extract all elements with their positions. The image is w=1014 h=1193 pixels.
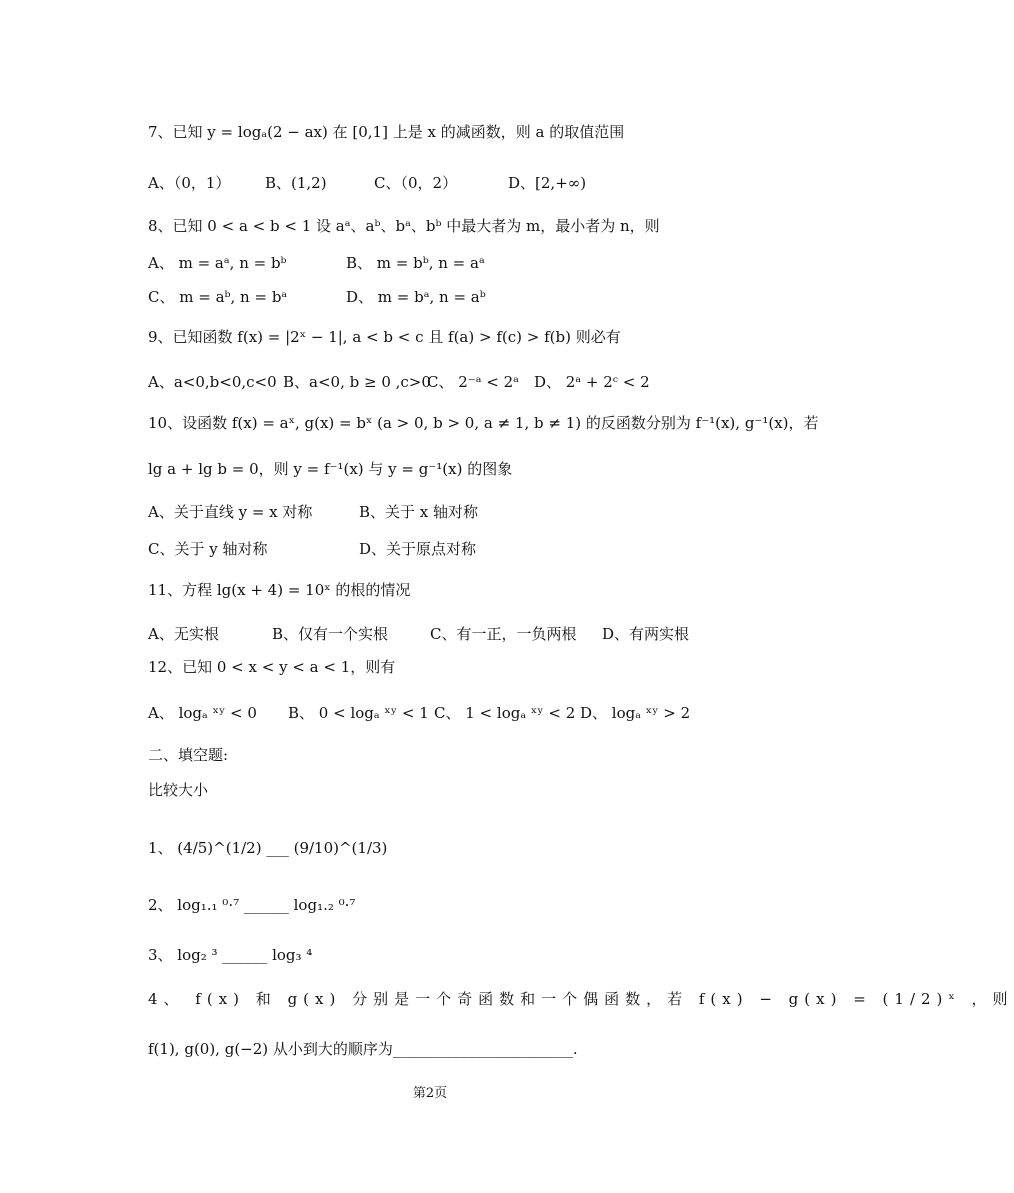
question-9-option-d: D、 2ᵃ + 2ᶜ < 2 [534, 373, 650, 391]
question-12-option-d: D、 logₐ ˣʸ > 2 [580, 704, 691, 722]
question-12-option-c: C、 1 < logₐ ˣʸ < 2 [434, 704, 576, 722]
question-7-stem: 7、已知 y = logₐ(2 − ax) 在 [0,1] 上是 x 的减函数，则 a 的取值范围 [148, 123, 625, 141]
question-8-option-c: C、 m = aᵇ, n = bᵃ [148, 288, 288, 306]
question-10-option-a: A、关于直线 y = x 对称 [148, 503, 313, 521]
question-9-option-a: A、a<0,b<0,c<0 [148, 373, 277, 391]
question-11-option-b: B、仅有一个实根 [272, 625, 389, 643]
question-10-stem-line2: lg a + lg b = 0，则 y = f⁻¹(x) 与 y = g⁻¹(x) 的图象 [148, 460, 513, 478]
question-11-option-c: C、有一正，一负两根 [430, 625, 577, 643]
section-2-heading: 二、填空题: [148, 746, 229, 764]
question-7-option-a: A、（0，1） [148, 174, 231, 192]
question-9-option-c: C、 2⁻ᵃ < 2ᵃ [427, 373, 519, 391]
fill-blank-1: 1、 (4/5)^(1/2) ___ (9/10)^(1/3) [148, 839, 388, 857]
question-12-option-b: B、 0 < logₐ ˣʸ < 1 [288, 704, 429, 722]
question-11-option-a: A、无实根 [148, 625, 219, 643]
question-8-stem: 8、已知 0 < a < b < 1 设 aᵃ、aᵇ、bᵃ、bᵇ 中最大者为 m，最小者为 n，则 [148, 217, 660, 235]
question-9-stem: 9、已知函数 f(x) = |2ˣ − 1|, a < b < c 且 f(a) > f(c) > f(b) 则必有 [148, 328, 621, 346]
section-2-subheading: 比较大小 [148, 781, 209, 799]
question-8-option-d: D、 m = bᵃ, n = aᵇ [346, 288, 486, 306]
question-10-option-c: C、关于 y 轴对称 [148, 540, 268, 558]
fill-blank-2: 2、 log₁.₁ ⁰·⁷ ______ log₁.₂ ⁰·⁷ [148, 896, 356, 914]
question-12-option-a: A、 logₐ ˣʸ < 0 [148, 704, 257, 722]
question-7-option-d: D、[2,+∞) [508, 174, 587, 192]
question-8-option-a: A、 m = aᵃ, n = bᵇ [148, 254, 287, 272]
question-10-option-d: D、关于原点对称 [359, 540, 477, 558]
question-10-option-b: B、关于 x 轴对称 [359, 503, 479, 521]
question-11-stem: 11、方程 lg(x + 4) = 10ˣ 的根的情况 [148, 581, 411, 599]
question-11-option-d: D、有两实根 [602, 625, 690, 643]
question-7-option-c: C、（0，2） [374, 174, 458, 192]
question-7-option-b: B、(1,2) [265, 174, 327, 192]
question-8-option-b: B、 m = bᵇ, n = aᵃ [346, 254, 485, 272]
fill-blank-4-line2: f(1), g(0), g(−2) 从小到大的顺序为________________________. [148, 1040, 578, 1058]
fill-blank-4-line1: 4、 f(x) 和 g(x) 分别是一个奇函数和一个偶函数，若 f(x) − g(x) = (1/2)ˣ ，则 [148, 990, 1014, 1008]
fill-blank-3: 3、 log₂ ³ ______ log₃ ⁴ [148, 946, 313, 964]
page-footer: 第2页 [412, 1086, 448, 1101]
question-9-option-b: B、a<0, b ≥ 0 ,c>0 [283, 373, 431, 391]
question-12-stem: 12、已知 0 < x < y < a < 1，则有 [148, 658, 396, 676]
question-10-stem-line1: 10、设函数 f(x) = aˣ, g(x) = bˣ (a > 0, b > 0, a ≠ 1, b ≠ 1) 的反函数分别为 f⁻¹(x), g⁻¹(x)，若 [148, 414, 819, 432]
